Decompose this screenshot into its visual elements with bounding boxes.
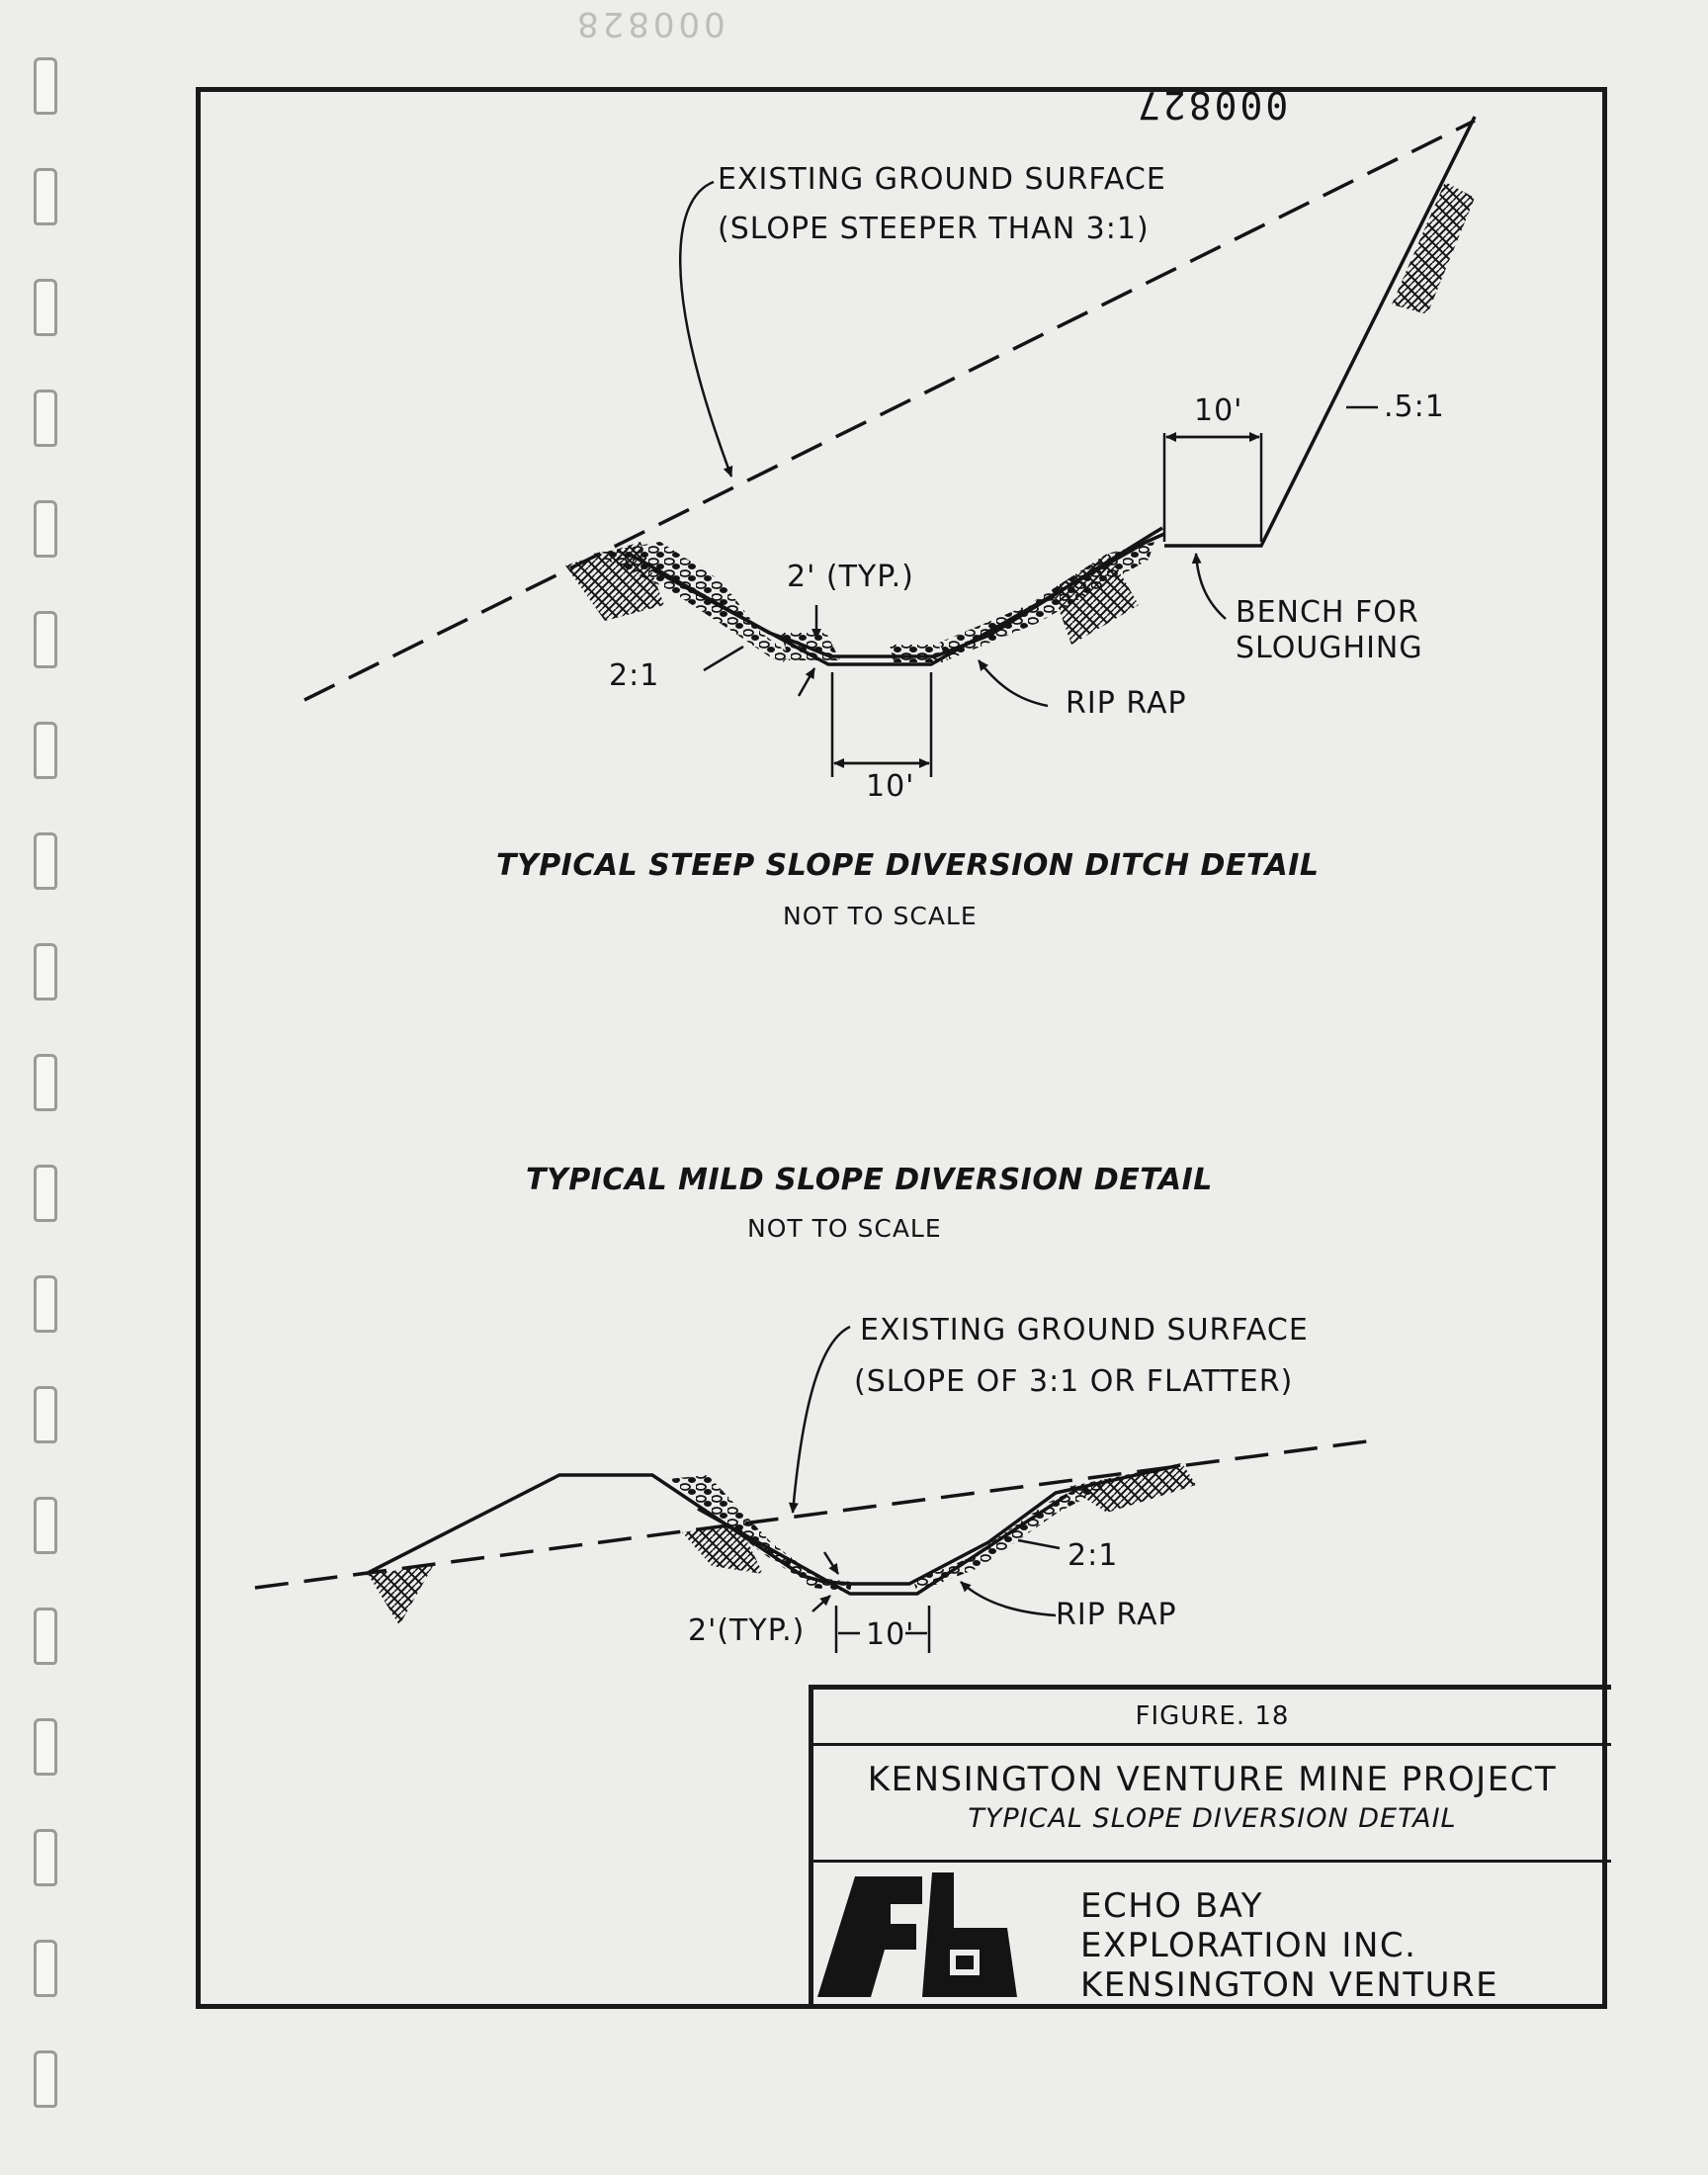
- company-cell: [813, 1863, 1611, 2011]
- steep-detail-title: TYPICAL STEEP SLOPE DIVERSION DITCH DETAIL: [496, 848, 1320, 883]
- steep-bench-width-label: 10': [1194, 393, 1243, 428]
- mild-liner-arrow: [824, 1552, 838, 1574]
- steep-riprap-leader: [979, 660, 1048, 706]
- company-line1: ECHO BAY: [1080, 1886, 1264, 1926]
- project-title-cell: [813, 1746, 1611, 1863]
- mild-bottom-width-label: 10': [866, 1617, 915, 1652]
- figure-number: FIGURE. 18: [813, 1690, 1611, 1746]
- steep-side-slope-label: 2:1: [609, 658, 660, 693]
- steep-riprap-bottom-right: [890, 645, 943, 662]
- mild-ground-label-line1: EXISTING GROUND SURFACE: [860, 1313, 1309, 1348]
- page-stamp: 000828: [573, 4, 726, 44]
- mild-detail-title: TYPICAL MILD SLOPE DIVERSION DETAIL: [526, 1163, 1213, 1197]
- steep-side-slope-leader: [704, 647, 743, 670]
- company-line2: EXPLORATION INC.: [1080, 1926, 1417, 1965]
- mild-detail-scale-note: NOT TO SCALE: [747, 1214, 942, 1243]
- mild-side-slope-leader: [1018, 1540, 1060, 1548]
- mild-ground-label-line2: (SLOPE OF 3:1 OR FLATTER): [854, 1364, 1294, 1399]
- figure-subtitle: TYPICAL SLOPE DIVERSION DETAIL: [968, 1803, 1457, 1834]
- company-logo: [813, 1872, 1051, 2007]
- company-line3: KENSINGTON VENTURE: [1080, 1965, 1499, 2005]
- steep-liner-thickness-label: 2' (TYP.): [787, 560, 914, 594]
- steep-cut-slope-label: .5:1: [1384, 390, 1445, 424]
- steep-detail-scale-note: NOT TO SCALE: [783, 902, 978, 930]
- steep-ground-label-line2: (SLOPE STEEPER THAN 3:1): [718, 212, 1150, 246]
- steep-bench-label-line1: BENCH FOR: [1236, 595, 1419, 630]
- mild-riprap-label: RIP RAP: [1056, 1598, 1177, 1632]
- steep-bottom-width-label: 10': [866, 769, 915, 804]
- mild-existing-ground-line: [255, 1439, 1382, 1588]
- mild-ground-hatch-left: [368, 1566, 433, 1625]
- steep-bench-leader: [1196, 554, 1226, 619]
- mild-liner-thickness-label: 2'(TYP.): [688, 1613, 806, 1648]
- steep-bench-label-line2: SLOUGHING: [1236, 631, 1423, 665]
- sheet-number: 000827: [1135, 83, 1289, 127]
- mild-riprap-leader: [961, 1582, 1056, 1615]
- title-block: [809, 1685, 1611, 2009]
- steep-ground-label-line1: EXISTING GROUND SURFACE: [718, 162, 1166, 197]
- company-name: [1080, 1886, 1498, 2005]
- mild-ground-leader: [793, 1327, 850, 1513]
- steep-riprap-label: RIP RAP: [1066, 686, 1187, 721]
- project-title: KENSINGTON VENTURE MINE PROJECT: [867, 1760, 1558, 1799]
- mild-side-slope-label: 2:1: [1068, 1538, 1119, 1573]
- steep-bench-and-cut: [1164, 117, 1475, 546]
